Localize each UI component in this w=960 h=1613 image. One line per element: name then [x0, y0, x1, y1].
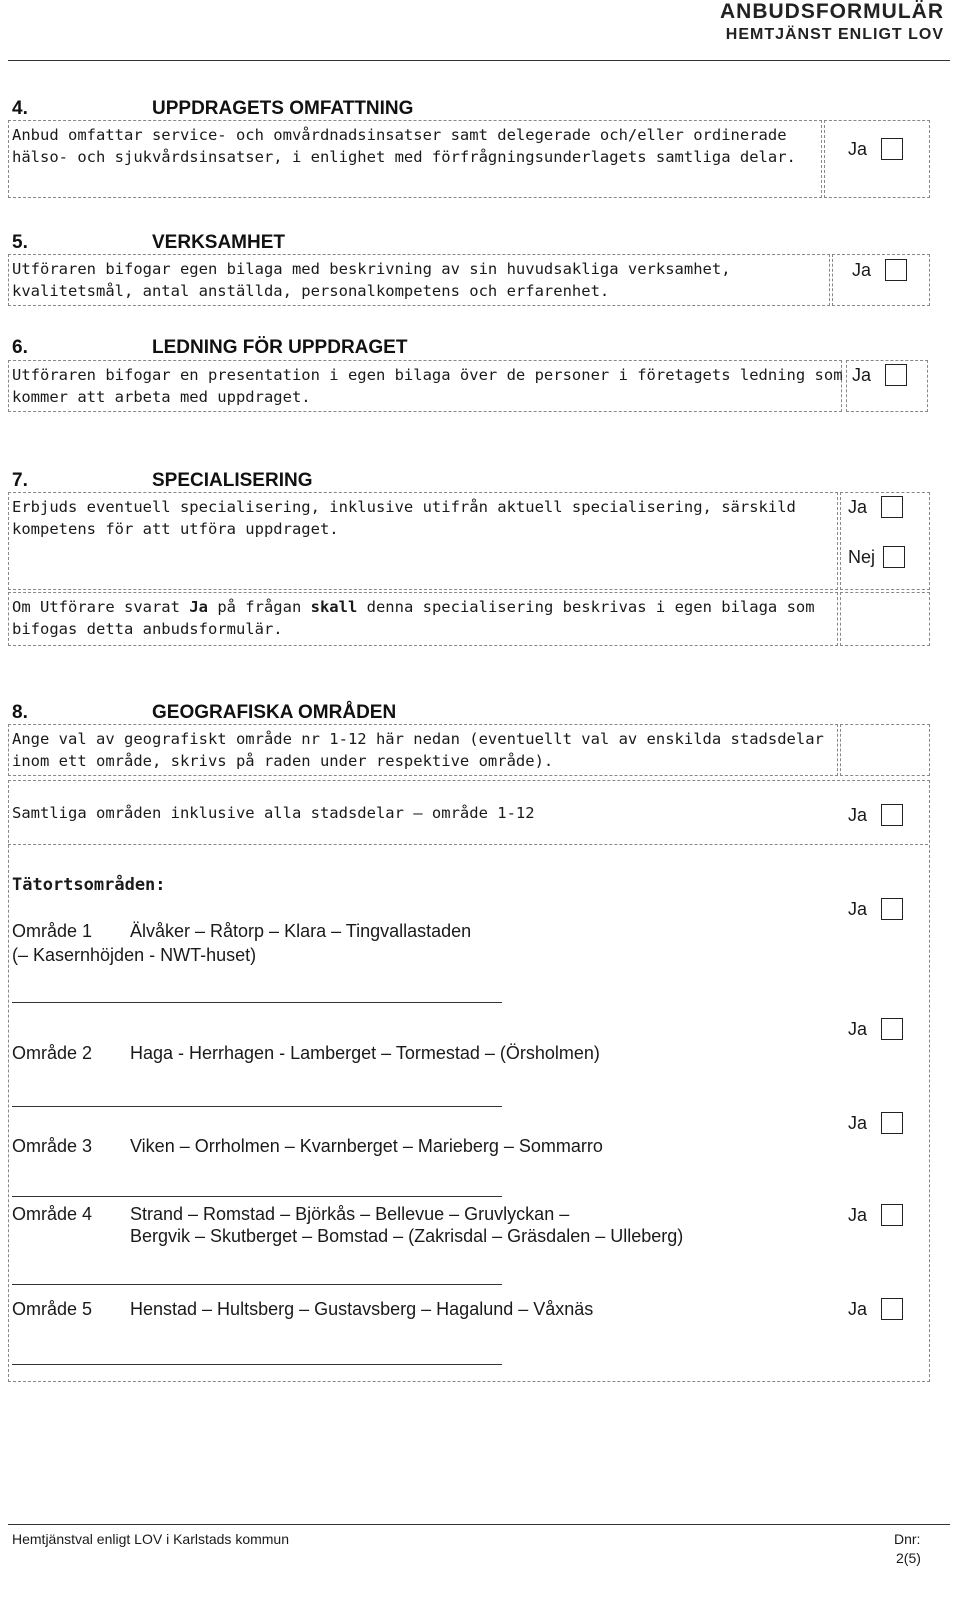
section-7-line-1: Erbjuds eventuell specialisering, inklusive utifrån aktuell specialisering, särskild — [12, 498, 796, 516]
section-7-heading — [12, 470, 312, 492]
section-7-note-side-box — [840, 592, 930, 646]
section-7-note-line-1: Om Utförare svarat Ja på frågan skall denna specialisering beskrivas i egen bilaga som — [12, 598, 815, 616]
footer-rule — [8, 1524, 950, 1525]
area-4-yes-option[interactable] — [848, 1204, 903, 1226]
area-4-line-2: Bergvik – Skutberget – Bomstad – (Zakrisdal – Gräsdalen – Ulleberg) — [130, 1226, 684, 1246]
area-4-write-line — [12, 1284, 502, 1285]
footer-dnr-label: Dnr: — [894, 1531, 921, 1547]
area-2-yes-option[interactable] — [848, 1018, 903, 1040]
area-4-line-1: Område 4 Strand – Romstad – Björkås – Bellevue – Gruvlyckan – — [12, 1204, 570, 1224]
section-7-no-option[interactable] — [848, 546, 905, 568]
yes-checkbox[interactable] — [881, 1204, 903, 1226]
section-5-heading — [12, 232, 285, 254]
area-1-line-2: (– Kasernhöjden - NWT-huset) — [12, 945, 257, 965]
section-5-line-1: Utföraren bifogar egen bilaga med beskrivning av sin huvudsakliga verksamhet, — [12, 260, 731, 278]
area-2-write-line — [12, 1106, 502, 1107]
section-7-yes-option[interactable] — [848, 496, 903, 518]
section-7-line-2: kompetens för att utföra uppdraget. — [12, 520, 339, 538]
yes-label: Ja — [848, 1298, 868, 1319]
section-6-title: LEDNING FÖR UPPDRAGET — [152, 337, 408, 358]
area-2-line-1: Område 2 Haga - Herrhagen - Lamberget – Tormestad – (Örsholmen) — [12, 1043, 600, 1063]
footer-org-text: Hemtjänstval enligt LOV i Karlstads kommun — [12, 1531, 289, 1547]
section-4-heading — [12, 98, 413, 120]
section-6-line-1: Utföraren bifogar en presentation i egen bilaga över de personer i företagets ledning som — [12, 366, 843, 384]
section-8-line-2: inom ett område, skrivs på raden under respektive område). — [12, 752, 554, 770]
all-areas-yes-option[interactable] — [848, 804, 903, 826]
section-5-number: 5. — [12, 232, 28, 253]
yes-label: Ja — [848, 1204, 868, 1225]
section-7-note-line-2: bifogas detta anbudsformulär. — [12, 620, 283, 638]
section-4-line-1: Anbud omfattar service- och omvårdnadsinsatser samt delegerade och/eller ordinerade — [12, 126, 787, 144]
areas-divider — [8, 844, 928, 845]
yes-label: Ja — [848, 138, 868, 159]
section-8-side-box — [840, 724, 930, 776]
section-6-heading — [12, 337, 407, 359]
areas-frame — [8, 780, 930, 1382]
yes-label: Ja — [848, 1112, 868, 1133]
yes-checkbox[interactable] — [881, 138, 903, 160]
form-subtitle: HEMTJÄNST ENLIGT LOV — [725, 26, 944, 43]
yes-checkbox[interactable] — [885, 259, 907, 281]
section-6-line-2: kommer att arbeta med uppdraget. — [12, 388, 311, 406]
section-7-title: SPECIALISERING — [152, 470, 313, 491]
section-8-heading — [12, 702, 396, 724]
section-4-title: UPPDRAGETS OMFATTNING — [152, 98, 414, 119]
header-rule — [8, 60, 950, 61]
yes-checkbox[interactable] — [881, 1112, 903, 1134]
area-3-yes-option[interactable] — [848, 1112, 903, 1134]
urban-areas-heading: Tätortsområden: — [12, 875, 166, 895]
yes-label: Ja — [848, 496, 868, 517]
yes-checkbox[interactable] — [881, 1018, 903, 1040]
area-3-write-line — [12, 1196, 502, 1197]
footer-page-number: 2(5) — [896, 1550, 921, 1566]
section-5-line-2: kvalitetsmål, antal anställda, personalkompetens och erfarenhet. — [12, 282, 610, 300]
area-5-line-1: Område 5 Henstad – Hultsberg – Gustavsberg – Hagalund – Våxnäs — [12, 1299, 594, 1319]
yes-label: Ja — [852, 364, 872, 385]
no-label: Nej — [848, 546, 876, 567]
area-1-line-1: Område 1 Älvåker – Råtorp – Klara – Tingvallastaden — [12, 921, 472, 941]
section-4-number: 4. — [12, 98, 28, 119]
section-7-number: 7. — [12, 470, 28, 491]
area-1-yes-option[interactable] — [848, 898, 903, 920]
section-4-yes-option[interactable] — [848, 138, 903, 160]
yes-label: Ja — [848, 1018, 868, 1039]
all-areas-label: Samtliga områden inklusive alla stadsdelar – område 1-12 — [12, 804, 535, 822]
section-8-number: 8. — [12, 702, 28, 723]
section-6-number: 6. — [12, 337, 28, 358]
yes-label: Ja — [848, 898, 868, 919]
section-5-yes-option[interactable] — [852, 259, 907, 281]
yes-label: Ja — [848, 804, 868, 825]
area-1-write-line — [12, 1002, 502, 1003]
section-6-yes-option[interactable] — [852, 364, 907, 386]
section-4-line-2: hälso- och sjukvårdsinsatser, i enlighet med förfrågningsunderlagets samtliga delar. — [12, 148, 796, 166]
yes-checkbox[interactable] — [881, 1298, 903, 1320]
yes-checkbox[interactable] — [885, 364, 907, 386]
area-5-yes-option[interactable] — [848, 1298, 903, 1320]
yes-checkbox[interactable] — [881, 804, 903, 826]
section-5-title: VERKSAMHET — [152, 232, 286, 253]
yes-checkbox[interactable] — [881, 898, 903, 920]
yes-label: Ja — [852, 259, 872, 280]
form-title: ANBUDSFORMULÄR — [720, 0, 944, 23]
no-checkbox[interactable] — [883, 546, 905, 568]
section-8-line-1: Ange val av geografiskt område nr 1-12 här nedan (eventuellt val av enskilda stadsdelar — [12, 730, 824, 748]
area-5-write-line — [12, 1364, 502, 1365]
yes-checkbox[interactable] — [881, 496, 903, 518]
area-3-line-1: Område 3 Viken – Orrholmen – Kvarnberget – Marieberg – Sommarro — [12, 1136, 603, 1156]
section-8-title: GEOGRAFISKA OMRÅDEN — [152, 702, 397, 723]
